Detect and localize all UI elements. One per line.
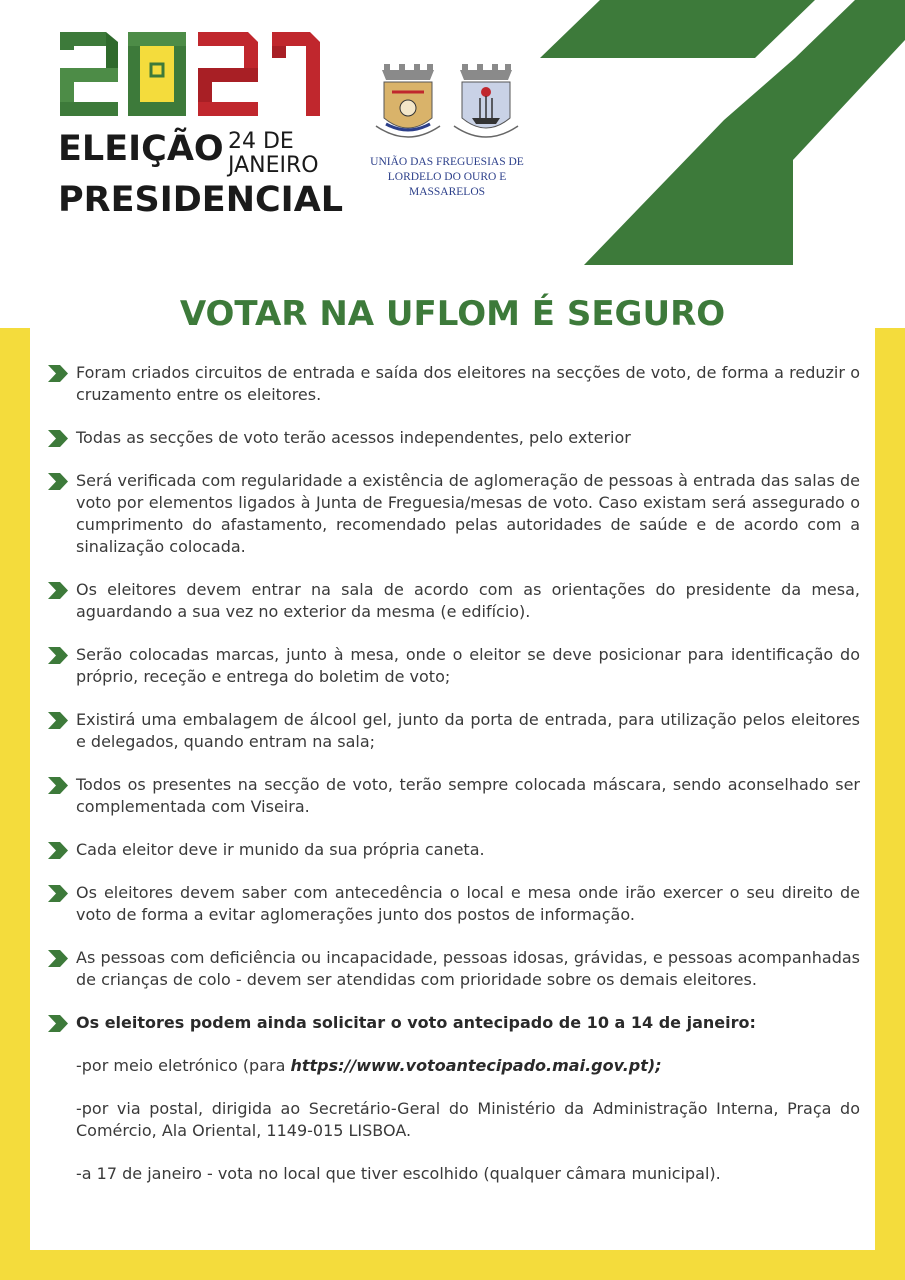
list-item-text: Existirá uma embalagem de álcool gel, junto da porta de entrada, para utilização pelos eleitores e delegados, quando entram na sala;: [76, 710, 860, 751]
content: [48, 362, 860, 1206]
parish-name-line-2: LORDELO DO OURO E MASSARELOS: [387, 171, 507, 198]
arrow-bullet-icon: [48, 430, 68, 447]
arrow-bullet-icon: [48, 647, 68, 664]
early-vote-online-prefix: -por meio eletrónico (para: [76, 1056, 291, 1075]
crest-lordelo-icon: [376, 64, 440, 137]
list-item: [48, 839, 860, 861]
early-vote-heading-text: Os eleitores podem ainda solicitar o voto antecipado de 10 a 14 de janeiro:: [76, 1013, 756, 1032]
arrow-bullet-icon: [48, 842, 68, 859]
election-date: [228, 130, 319, 178]
date-line-2: JANEIRO: [228, 153, 319, 178]
early-vote-postal: -por via postal, dirigida ao Secretário-Geral do Ministério da Administração Interna, Praça do Comércio, Ala Oriental, 1149-015 LISBOA.: [76, 1099, 860, 1140]
date-line-1: 24 DE: [228, 129, 294, 154]
arrow-bullet-icon: [48, 365, 68, 382]
list-item-text: As pessoas com deficiência ou incapacidade, pessoas idosas, grávidas, e pessoas acompanhadas de crianças de colo - devem ser atendidas com prioridade sobre os demais eleitores.: [76, 948, 860, 989]
early-vote-in-person: -a 17 de janeiro - vota no local que tiver escolhido (qualquer câmara municipal).: [76, 1164, 721, 1183]
early-vote-heading: [48, 1012, 860, 1034]
list-item-text: Serão colocadas marcas, junto à mesa, onde o eleitor se deve posicionar para identificação do próprio, receção e entrega do boletim de voto;: [76, 645, 860, 686]
election-type: PRESIDENCIAL: [58, 180, 344, 220]
list-item-text: Foram criados circuitos de entrada e saída dos eleitores na secções de voto, de forma a reduzir o cruzamento entre os eleitores.: [76, 363, 860, 404]
arrow-bullet-icon: [48, 777, 68, 794]
list-item-text: Será verificada com regularidade a existência de aglomeração de pessoas à entrada das salas de voto por elementos ligados à Junta de Freguesia/mesas de voto. Caso existam será assegurado o cumprimento do afastamento, recomendado pelas autoridades de saúde e de acordo com a sinalização colocada.: [76, 471, 860, 556]
arrow-bullet-icon: [48, 473, 68, 490]
logo-digit-0: [128, 32, 186, 116]
list-item: [48, 644, 860, 688]
list-item: [48, 470, 860, 558]
list-item-text: Todas as secções de voto terão acessos independentes, pelo exterior: [76, 428, 631, 447]
parish-crests: [372, 62, 522, 152]
parish-name: [352, 155, 542, 200]
list-item-text: Cada eleitor deve ir munido da sua própria caneta.: [76, 840, 485, 859]
list-item: [48, 362, 860, 406]
list-item-text: Os eleitores devem entrar na sala de acordo com as orientações do presidente da mesa, aguardando a sua vez no exterior da mesma (e edifício).: [76, 580, 860, 621]
logo-digit-2-left: [60, 32, 118, 116]
election-word: ELEIÇÃO: [58, 129, 224, 169]
list-item: [48, 947, 860, 991]
logo-2021: [58, 28, 323, 120]
decorative-green-shapes: [540, 0, 905, 265]
parish-name-line-1: UNIÃO DAS FREGUESIAS DE: [370, 156, 524, 168]
arrow-bullet-icon: [48, 950, 68, 967]
logo-digit-2-right: [198, 32, 258, 116]
early-vote-link[interactable]: https://www.votoantecipado.mai.gov.pt);: [290, 1056, 662, 1075]
list-item: [48, 709, 860, 753]
list-item: [48, 427, 860, 449]
arrow-bullet-icon: [48, 885, 68, 902]
crest-massarelos-icon: [454, 64, 518, 137]
header: [0, 0, 905, 328]
list-item-text: Os eleitores devem saber com antecedência o local e mesa onde irão exercer o seu direito de voto de forma a evitar aglomerações junto dos postos de informação.: [76, 883, 860, 924]
page-title: VOTAR NA UFLOM É SEGURO: [179, 294, 726, 334]
arrow-bullet-icon: [48, 1015, 68, 1032]
list-item: [48, 579, 860, 623]
arrow-bullet-icon: [48, 582, 68, 599]
logo-digit-1: [272, 32, 320, 116]
list-item-text: Todos os presentes na secção de voto, terão sempre colocada máscara, sendo aconselhado ser complementada com Viseira.: [76, 775, 860, 816]
early-vote-online: [48, 1055, 860, 1077]
list-item: [48, 774, 860, 818]
arrow-bullet-icon: [48, 712, 68, 729]
list-item: [48, 882, 860, 926]
